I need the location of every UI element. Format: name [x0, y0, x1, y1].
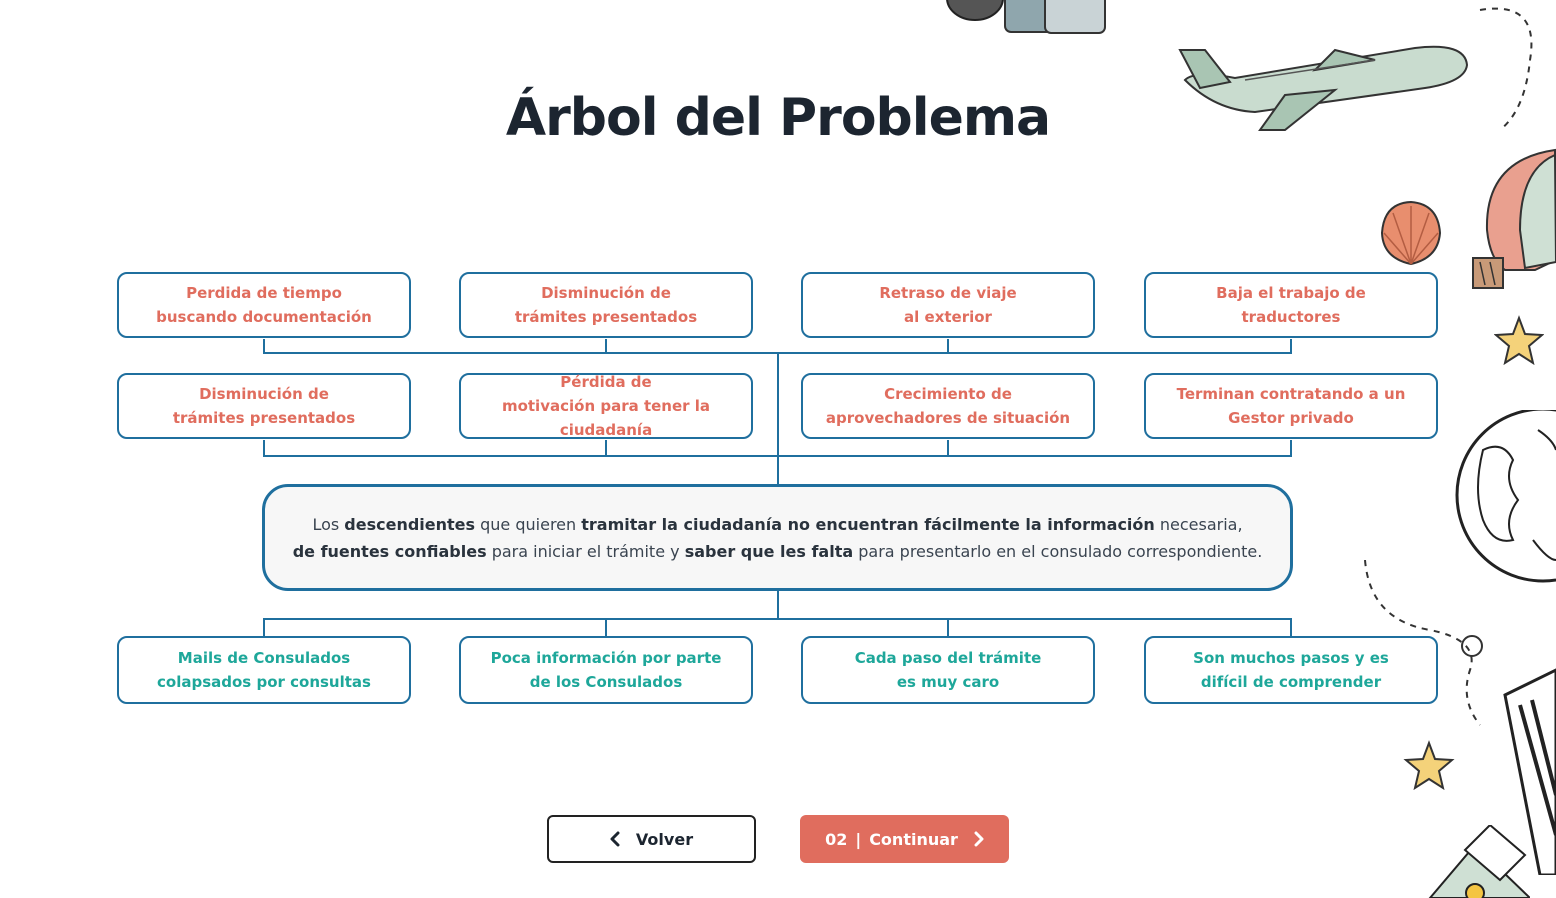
step-separator: | [855, 829, 862, 849]
back-button-label: Volver [635, 829, 694, 849]
effect-box: Baja el trabajo de traductores [1144, 272, 1438, 338]
star-icon [1494, 315, 1544, 367]
page-title: Árbol del Problema [505, 88, 1051, 148]
effect-box: Disminución de trámites presentados [117, 373, 411, 439]
seashell-illustration [1378, 198, 1444, 270]
effect-box: Terminan contratando a un Gestor privado [1144, 373, 1438, 439]
cause-box: Cada paso del trámite es muy caro [801, 636, 1095, 704]
dashed-flight-path [1360, 560, 1490, 730]
globe-illustration [1443, 410, 1556, 585]
chevron-right-icon [974, 831, 984, 847]
effect-box: Pérdida de motivación para tener la ciudadanía [459, 373, 753, 439]
star-icon [1403, 740, 1455, 792]
effect-box: Retraso de viaje al exterior [801, 272, 1095, 338]
core-problem-box [262, 484, 1293, 591]
airplane-illustration [1175, 30, 1475, 140]
effect-box: Disminución de trámites presentados [459, 272, 753, 338]
sunscreen-illustration [1420, 825, 1530, 898]
cause-box: Poca información por parte de los Consulados [459, 636, 753, 704]
step-number: 02 [825, 829, 848, 849]
effect-box: Crecimiento de aprovechadores de situación [801, 373, 1095, 439]
continue-button[interactable] [800, 815, 1009, 863]
chevron-left-icon [610, 831, 620, 847]
core-problem-line-1: Los descendientes que quieren tramitar la ciudadanía no encuentran fácilmente la información necesaria, [312, 514, 1243, 534]
core-problem-line-2: de fuentes confiables para iniciar el trámite y saber que les falta para presentarlo en el consulado correspondiente. [292, 541, 1263, 561]
back-button[interactable] [547, 815, 756, 863]
hot-air-balloon-illustration [1465, 140, 1556, 310]
camera-illustration [945, 0, 1125, 40]
effect-box: Perdida de tiempo buscando documentación [117, 272, 411, 338]
cause-box: Mails de Consulados colapsados por consultas [117, 636, 411, 704]
continue-button-label: Continuar [869, 829, 958, 849]
cause-box: Son muchos pasos y es difícil de comprender [1144, 636, 1438, 704]
dashed-flight-path [1460, 0, 1556, 140]
